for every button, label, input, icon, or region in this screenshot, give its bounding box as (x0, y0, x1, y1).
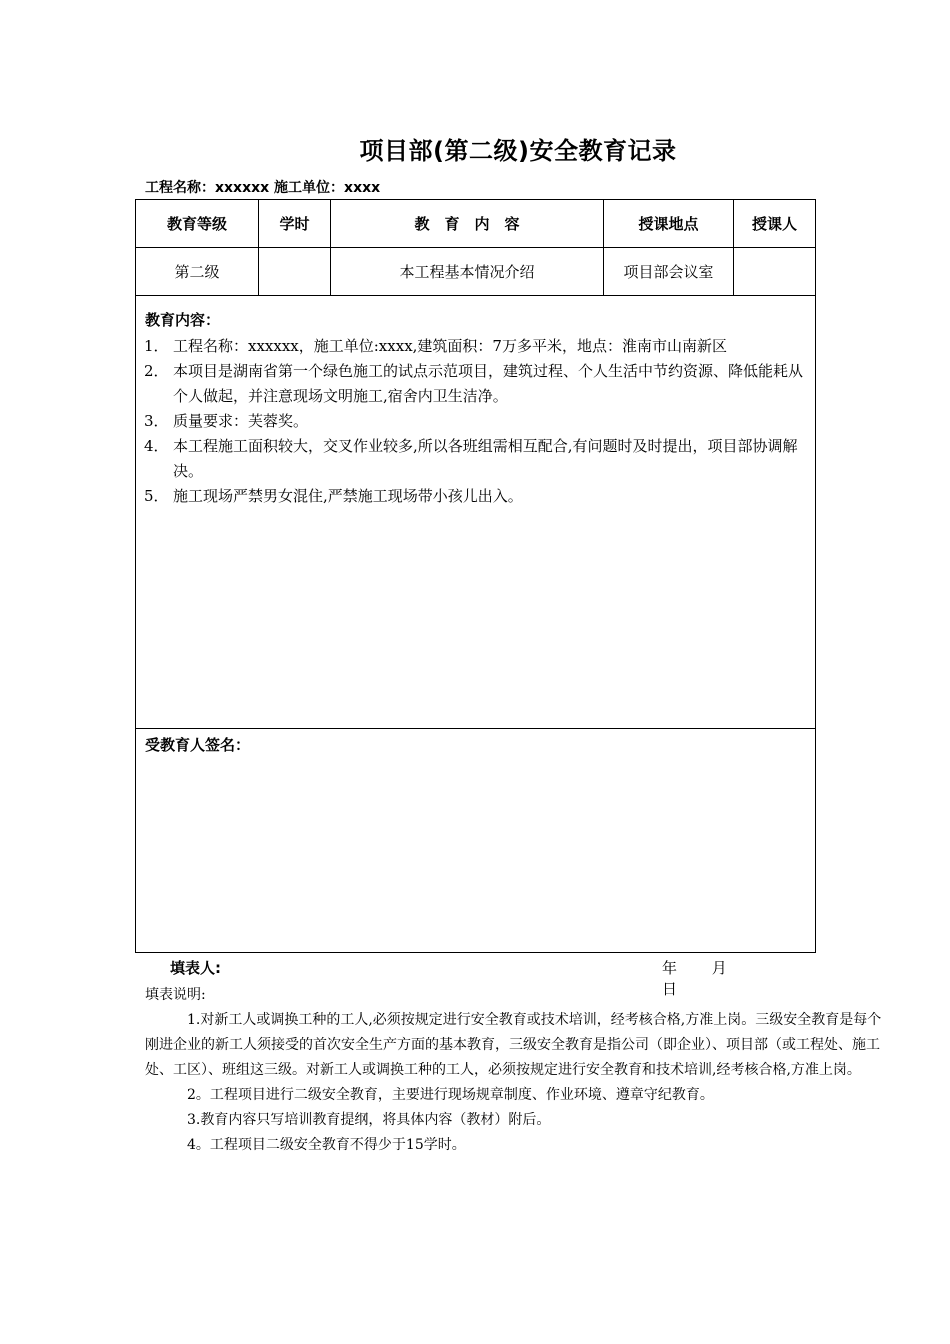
item-text: 质量要求：芙蓉奖。 (173, 412, 309, 430)
project-info-line: 工程名称：xxxxxx 施工单位：xxxx (145, 180, 381, 196)
item-text: 本工程施工面积较大，交叉作业较多,所以各班组需相互配合,有问题时及时提出，项目部协调解决。 (173, 437, 798, 480)
cell-instructor[interactable] (734, 248, 816, 296)
list-item (144, 484, 807, 509)
education-content-label: 教育内容： (145, 311, 221, 329)
header-education-content: 教 育 内 容 (331, 200, 604, 248)
item-text: 工程名称：xxxxxx，施工单位:xxxx,建筑面积：7万多平米，地点：淮南市山南新区 (173, 337, 727, 355)
list-item (144, 409, 807, 434)
table-row (136, 248, 816, 296)
cell-education-content[interactable]: 本工程基本情况介绍 (331, 248, 604, 296)
list-item (144, 334, 807, 359)
item-number: 4． (144, 437, 169, 455)
item-number: 2． (144, 362, 169, 380)
list-item (144, 359, 807, 409)
instruction-paragraph: 1.对新工人或调换工种的工人,必须按规定进行安全教育或技术培训，经考核合格,方准上岗。三级安全教育是每个刚进企业的新工人须接受的首次安全生产方面的基本教育，三级安全教育是指公司（即企业）、项目部（或工程处、施工处、工区）、班组这三级。对新工人或调换工种的工人，必须按规定进行安全教育和技术培训,经考核合格,方准上岗。 (145, 1012, 882, 1078)
instruction-paragraph: 4。工程项目二级安全教育不得少于15学时。 (187, 1137, 466, 1153)
education-content-list (136, 334, 815, 509)
cell-hours[interactable] (259, 248, 331, 296)
instruction-paragraph: 3.教育内容只写培训教育提纲，将具体内容（教材）附后。 (187, 1112, 551, 1128)
item-text: 施工现场严禁男女混住,严禁施工现场带小孩儿出入。 (173, 487, 523, 505)
instructions-title: 填表说明: (145, 987, 206, 1003)
month-label: 月 (711, 959, 727, 977)
page-title: 项目部(第二级)安全教育记录 (359, 137, 677, 165)
education-content-section (136, 296, 816, 729)
item-number: 3． (144, 412, 169, 430)
instruction-paragraph: 2。工程项目进行二级安全教育，主要进行现场规章制度、作业环境、遵章守纪教育。 (187, 1087, 714, 1103)
item-number: 1． (144, 337, 169, 355)
table-header-row (136, 200, 816, 248)
header-hours: 学时 (259, 200, 331, 248)
cell-education-level[interactable]: 第二级 (136, 248, 259, 296)
filler-label: 填表人: (170, 959, 221, 977)
list-item (144, 434, 807, 484)
year-label: 年 (662, 959, 678, 977)
instructions-section (145, 983, 890, 1158)
cell-location[interactable]: 项目部会议室 (604, 248, 734, 296)
header-location: 授课地点 (604, 200, 734, 248)
header-instructor: 授课人 (734, 200, 816, 248)
signature-section[interactable] (136, 729, 816, 953)
signature-label: 受教育人签名： (145, 736, 251, 754)
education-record-table (135, 199, 816, 953)
header-education-level: 教育等级 (136, 200, 259, 248)
item-number: 5． (144, 487, 169, 505)
day-label: 日 (662, 980, 678, 998)
form-footer (170, 957, 790, 998)
item-text: 本项目是湖南省第一个绿色施工的试点示范项目，建筑过程、个人生活中节约资源、降低能耗从个人做起，并注意现场文明施工,宿舍内卫生洁净。 (173, 362, 804, 405)
